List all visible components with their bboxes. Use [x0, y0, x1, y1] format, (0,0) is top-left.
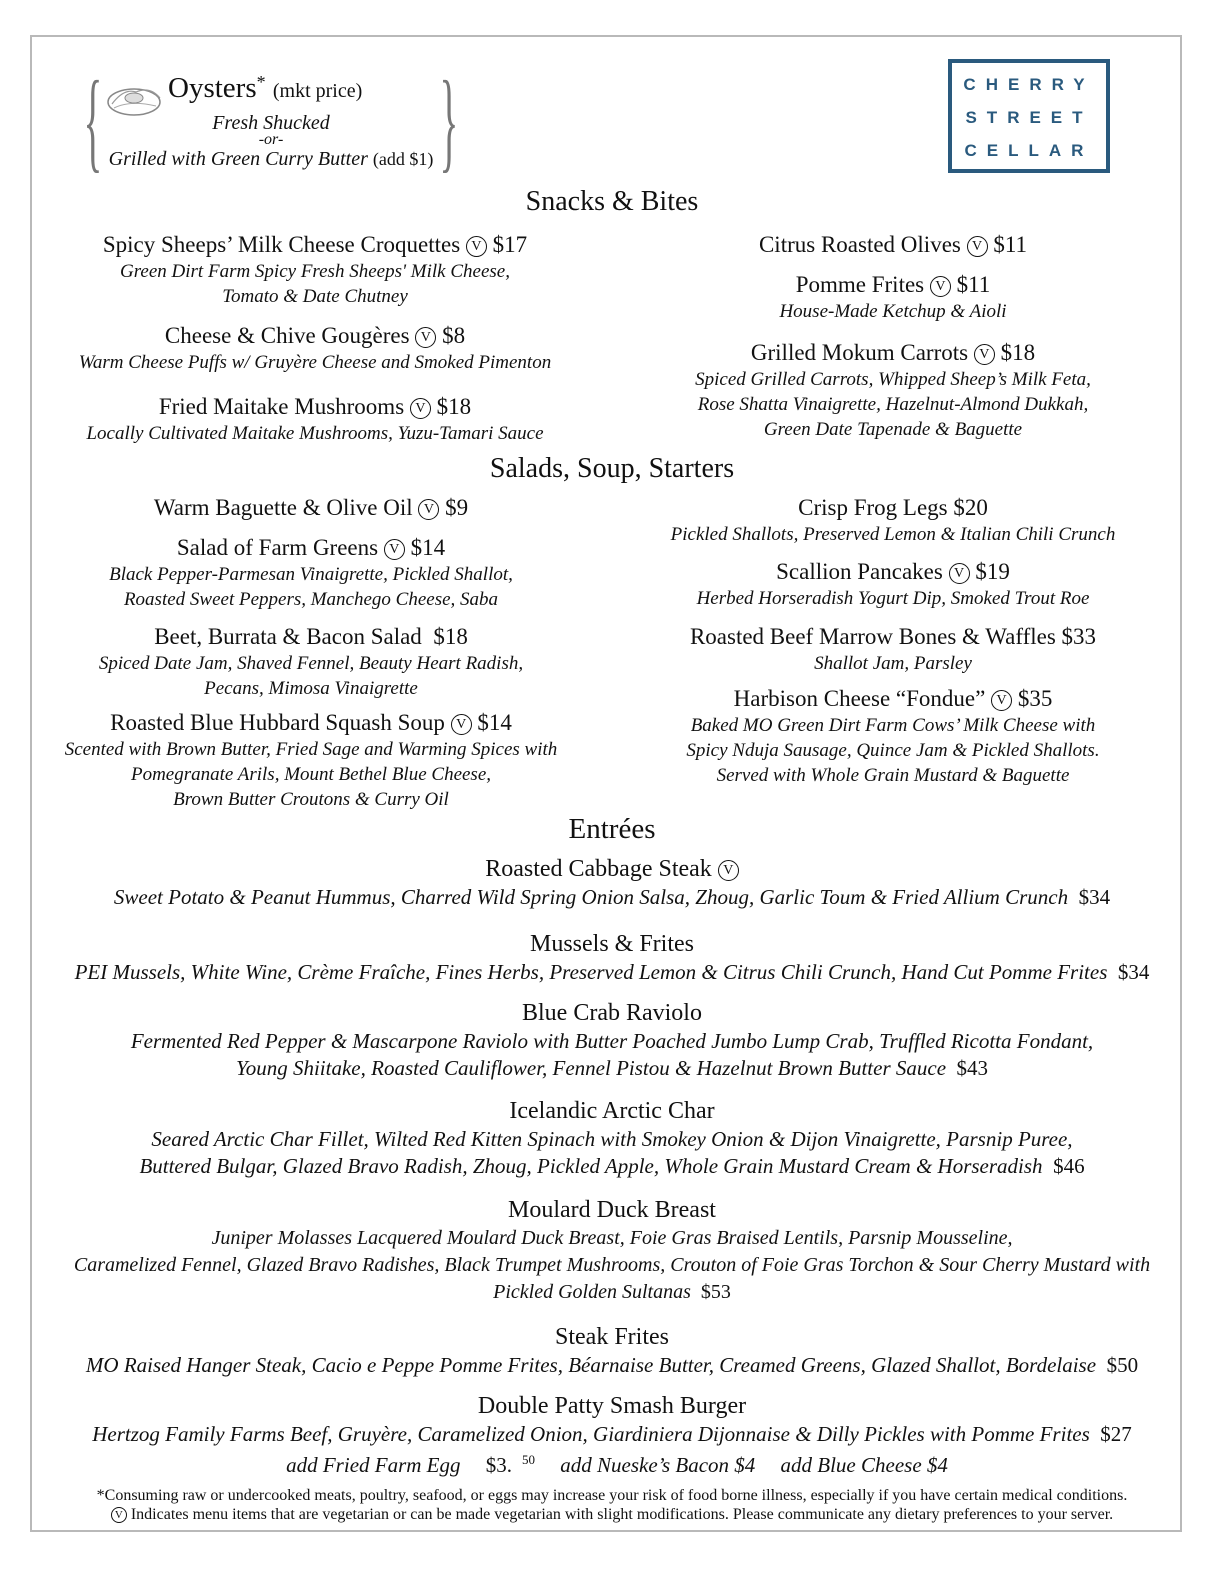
- item-desc: Locally Cultivated Maitake Mushrooms, Yuzu-Tamari Sauce: [86, 423, 544, 444]
- oysters-grilled: Grilled with Green Curry Butter: [108, 148, 368, 170]
- item-desc: Herbed Horseradish Yogurt Dip, Smoked Trout Roe: [696, 588, 1090, 609]
- vegetarian-icon: V: [418, 499, 439, 520]
- item-desc: Buttered Bulgar, Glazed Bravo Radish, Zhoug, Pickled Apple, Whole Grain Mustard Cream & Horseradish: [139, 1154, 1043, 1178]
- item-desc: Caramelized Fennel, Glazed Bravo Radishes, Black Trumpet Mushrooms, Crouton of Foie Gras Torchon & Sour Cherry Mustard with: [73, 1254, 1151, 1276]
- item-name: Warm Baguette & Olive Oil: [153, 495, 413, 520]
- item-desc: MO Raised Hanger Steak, Cacio e Peppe Pomme Frites, Béarnaise Butter, Creamed Greens, Glazed Shallot, Bordelaise: [85, 1353, 1097, 1377]
- oysters-name: Oysters: [168, 72, 257, 104]
- item-desc: Served with Whole Grain Mustard & Baguette: [716, 765, 1070, 786]
- disclaimer-raw-food: *Consuming raw or undercooked meats, poultry, seafood, or eggs may increase your risk of food borne illness, especially if you have certain medical conditions.: [96, 1487, 1128, 1504]
- entree-duck-breast: [30, 1195, 1194, 1306]
- vegetarian-icon: V: [410, 398, 431, 419]
- item-price: $34: [1078, 885, 1111, 909]
- oysters-title: [168, 72, 362, 105]
- starter-baguette: [36, 494, 586, 522]
- item-price: $9: [445, 495, 469, 520]
- entree-steak-frites: [40, 1322, 1184, 1379]
- item-desc: Spiced Date Jam, Shaved Fennel, Beauty Heart Radish,: [98, 653, 524, 674]
- item-name: Scallion Pancakes: [776, 559, 943, 584]
- item-desc: Pomegranate Arils, Mount Bethel Blue Cheese,: [130, 764, 492, 785]
- entree-arctic-char: [40, 1096, 1184, 1180]
- disclaimer-vegetarian: [32, 1505, 1192, 1525]
- vegetarian-note: Indicates menu items that are vegetarian or can be made vegetarian with slight modifications. Please communicate any dietary preferences to your server.: [130, 1506, 1114, 1523]
- entree-smash-burger: [40, 1391, 1184, 1478]
- oysters-price-note: (mkt price): [272, 80, 363, 102]
- item-name: Roasted Blue Hubbard Squash Soup: [110, 710, 445, 735]
- item-name: Double Patty Smash Burger: [477, 1393, 747, 1419]
- logo-line-2: STREET: [965, 108, 1093, 127]
- item-name: Pomme Frites: [795, 272, 925, 297]
- item-desc: Scented with Brown Butter, Fried Sage and Warming Spices with: [64, 739, 558, 760]
- item-desc: Pickled Shallots, Preserved Lemon & Italian Chili Crunch: [670, 524, 1116, 545]
- vegetarian-icon: V: [930, 276, 951, 297]
- starter-squash-soup: [36, 709, 586, 812]
- snack-pomme-frites: [618, 271, 1168, 324]
- oysters-box: [82, 59, 460, 183]
- item-desc: PEI Mussels, White Wine, Crème Fraîche, Fines Herbs, Preserved Lemon & Citrus Chili Crunch, Hand Cut Pomme Frites: [74, 960, 1108, 984]
- item-desc: Tomato & Date Chutney: [222, 286, 408, 307]
- vegetarian-icon: V: [111, 1507, 127, 1523]
- item-price: $8: [442, 323, 466, 348]
- item-price: $53: [700, 1281, 731, 1303]
- item-name: Spicy Sheeps’ Milk Cheese Croquettes: [102, 232, 461, 257]
- item-price: $43: [956, 1056, 989, 1080]
- item-name: Roasted Cabbage Steak: [485, 856, 712, 882]
- entree-mussels: [40, 929, 1184, 986]
- vegetarian-icon: V: [974, 344, 995, 365]
- item-desc: Shallot Jam, Parsley: [814, 653, 972, 674]
- item-price: $20: [953, 495, 988, 520]
- item-desc: Hertzog Family Farms Beef, Gruyère, Caramelized Onion, Giardiniera Dijonnaise & Dilly Pickles with Pomme Frites: [92, 1422, 1090, 1446]
- item-name: Steak Frites: [555, 1324, 669, 1350]
- vegetarian-icon: V: [991, 690, 1012, 711]
- item-name: Citrus Roasted Olives: [758, 232, 961, 257]
- item-price: $14: [410, 535, 446, 560]
- item-desc: Pecans, Mimosa Vinaigrette: [204, 678, 418, 699]
- item-desc: Spiced Grilled Carrots, Whipped Sheep’s Milk Feta,: [695, 369, 1091, 390]
- addon-blue-cheese: add Blue Cheese $4: [780, 1453, 948, 1477]
- starter-scallion-pancakes: [618, 558, 1168, 611]
- item-name: Grilled Mokum Carrots: [750, 340, 969, 365]
- item-desc: Rose Shatta Vinaigrette, Hazelnut-Almond Dukkah,: [697, 394, 1089, 415]
- item-name: Salad of Farm Greens: [176, 535, 379, 560]
- oysters-line-3: [82, 148, 460, 171]
- item-desc: Green Dirt Farm Spicy Fresh Sheeps' Milk Cheese,: [120, 261, 510, 282]
- item-desc: House-Made Ketchup & Aioli: [779, 301, 1007, 322]
- item-price: $17: [492, 232, 528, 257]
- logo-line-3: CELLAR: [964, 141, 1094, 160]
- item-name: Moulard Duck Breast: [508, 1197, 716, 1223]
- starter-beet-burrata: [36, 623, 586, 701]
- burger-addons: [40, 1452, 1184, 1478]
- item-name: Crisp Frog Legs: [798, 495, 948, 520]
- item-desc: Roasted Sweet Peppers, Manchego Cheese, Saba: [123, 589, 499, 610]
- oysters-line-1: Fresh Shucked: [212, 112, 330, 134]
- snack-olives: [618, 231, 1168, 259]
- item-name: Harbison Cheese “Fondue”: [733, 686, 986, 711]
- item-price: $34: [1117, 960, 1150, 984]
- vegetarian-icon: V: [451, 714, 472, 735]
- salads-header: Salads, Soup, Starters: [489, 453, 735, 484]
- item-desc: Pickled Golden Sultanas: [493, 1281, 691, 1303]
- starter-marrow-bones: [618, 623, 1168, 676]
- snack-maitake: [40, 393, 590, 446]
- starter-farm-greens: [36, 534, 586, 612]
- item-desc: Spicy Nduja Sausage, Quince Jam & Pickled Shallots.: [686, 740, 1100, 761]
- right-brace: }: [439, 59, 459, 183]
- addon-bacon: add Nueske’s Bacon $4: [560, 1453, 756, 1477]
- item-price: $11: [993, 232, 1028, 257]
- item-price: $11: [956, 272, 991, 297]
- item-price: $35: [1017, 686, 1053, 711]
- item-desc: Black Pepper-Parmesan Vinaigrette, Pickled Shallot,: [109, 564, 513, 585]
- snack-croquettes: [40, 231, 590, 309]
- snack-gougeres: [40, 322, 590, 375]
- item-desc: Young Shiitake, Roasted Cauliflower, Fennel Pistou & Hazelnut Brown Butter Sauce: [235, 1056, 947, 1080]
- entree-cabbage-steak: [40, 854, 1184, 911]
- item-price: $46: [1053, 1154, 1085, 1178]
- snacks-header: Snacks & Bites: [525, 186, 699, 217]
- cherry-street-cellar-logo: [948, 59, 1110, 173]
- item-price: $18: [433, 624, 468, 649]
- item-price: $33: [1061, 624, 1097, 649]
- item-name: Roasted Beef Marrow Bones & Waffles: [689, 624, 1056, 649]
- vegetarian-icon: V: [718, 860, 739, 881]
- item-name: Beet, Burrata & Bacon Salad: [154, 624, 422, 649]
- item-desc: Juniper Molasses Lacquered Moulard Duck Breast, Foie Gras Braised Lentils, Parsnip Mousseline,: [211, 1227, 1013, 1249]
- entrees-header: Entrées: [568, 813, 656, 845]
- logo-line-1: CHERRY: [963, 75, 1095, 94]
- vegetarian-icon: V: [384, 539, 405, 560]
- oysters-star: *: [256, 72, 266, 92]
- vegetarian-icon: V: [967, 236, 988, 257]
- item-desc: Brown Butter Croutons & Curry Oil: [173, 789, 449, 810]
- starter-fondue: [618, 685, 1168, 788]
- item-price: $19: [975, 559, 1010, 584]
- vegetarian-icon: V: [466, 236, 487, 257]
- addon-egg: add Fried Farm Egg $3. $^{50}$: [286, 1452, 536, 1477]
- item-name: Cheese & Chive Gougères: [164, 323, 410, 348]
- item-price: $14: [477, 710, 512, 735]
- item-name: Fried Maitake Mushrooms: [158, 394, 405, 419]
- item-desc: Green Date Tapenade & Baguette: [763, 419, 1023, 440]
- item-desc: Seared Arctic Char Fillet, Wilted Red Kitten Spinach with Smokey Onion & Dijon Vinaigrette, Parsnip Puree,: [151, 1127, 1073, 1151]
- item-desc: Baked MO Green Dirt Farm Cows’ Milk Cheese with: [690, 715, 1096, 736]
- vegetarian-icon: V: [949, 563, 970, 584]
- item-name: Blue Crab Raviolo: [522, 1000, 702, 1026]
- item-desc: Sweet Potato & Peanut Hummus, Charred Wild Spring Onion Salsa, Zhoug, Garlic Toum & Fried Allium Crunch: [113, 885, 1069, 909]
- item-price: $50: [1106, 1353, 1139, 1377]
- starter-frog-legs: [618, 494, 1168, 547]
- item-price: $18: [1000, 340, 1036, 365]
- oysters-add-note: (add $1): [372, 149, 434, 169]
- entree-crab-raviolo: [40, 998, 1184, 1082]
- item-price: $18: [436, 394, 472, 419]
- item-desc: Warm Cheese Puffs w/ Gruyère Cheese and Smoked Pimenton: [78, 352, 552, 373]
- oysters-or: -or-: [258, 131, 284, 148]
- item-name: Icelandic Arctic Char: [509, 1098, 715, 1124]
- snack-carrots: [618, 339, 1168, 442]
- item-price: $27: [1100, 1422, 1132, 1446]
- left-brace: {: [83, 59, 103, 183]
- vegetarian-icon: V: [415, 327, 436, 348]
- item-name: Mussels & Frites: [529, 931, 694, 957]
- item-desc: Fermented Red Pepper & Mascarpone Raviolo with Butter Poached Jumbo Lump Crab, Truffled Ricotta Fondant,: [130, 1029, 1094, 1053]
